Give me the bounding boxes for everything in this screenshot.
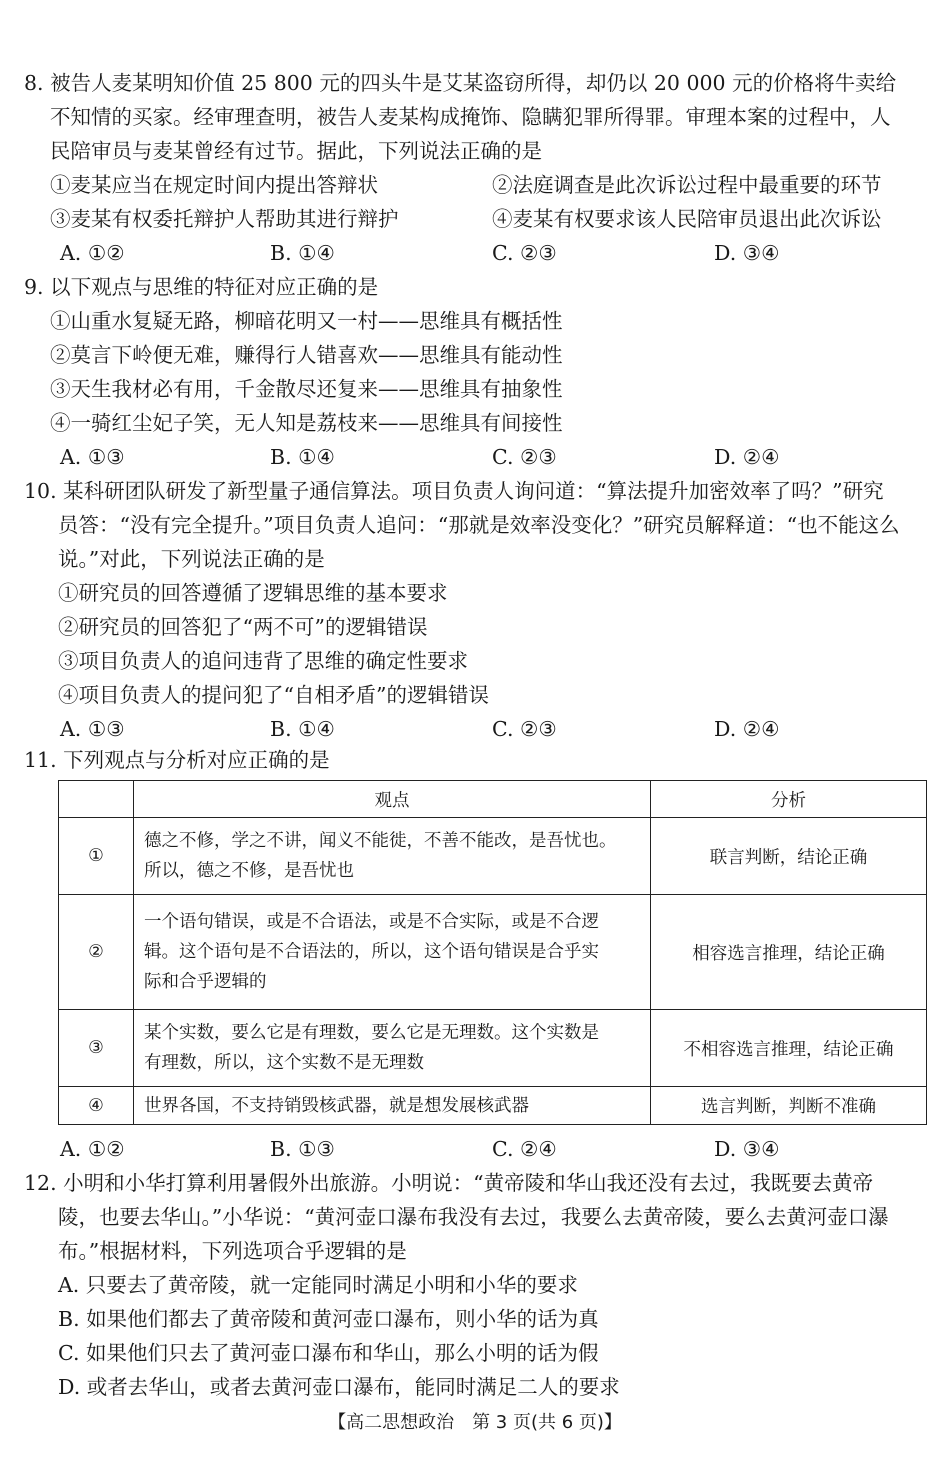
q9-option-c: C. ②③ <box>492 445 557 469</box>
q11-row-view-line: 某个实数，要么它是有理数，要么它是无理数。这个实数是 <box>144 1023 599 1043</box>
q11-row-view-line: 一个语句错误，或是不合语法，或是不合实际，或是不合逻 <box>144 912 599 932</box>
q11-row-view <box>134 1087 651 1125</box>
q11-row-view-line: 德之不修，学之不讲，闻义不能徙，不善不能改，是吾忧也。 <box>144 831 617 851</box>
q9-item-4: ④一骑红尘妃子笑，无人知是荔枝来——思维具有间接性 <box>50 411 563 435</box>
q11-row-view <box>134 818 651 895</box>
q11-row-number: ③ <box>59 1010 134 1087</box>
q11-row-view <box>134 895 651 1010</box>
q10-stem-line-3: 说。”对此，下列说法正确的是 <box>58 547 325 571</box>
q9-item-2: ②莫言下岭便无难，赚得行人错喜欢——思维具有能动性 <box>50 343 563 367</box>
table-row <box>59 818 927 895</box>
q11-header-number <box>59 781 134 818</box>
q9-option-d: D. ②④ <box>714 445 780 469</box>
q10-option-b: B. ①④ <box>270 717 335 741</box>
q11-row-view-line: 所以，德之不修，是吾忧也 <box>144 861 354 881</box>
page-footer: 【高二思想政治 第 3 页(共 6 页)】 <box>328 1412 622 1433</box>
q11-row-number: ① <box>59 818 134 895</box>
q8-item-1: ①麦某应当在规定时间内提出答辩状 <box>50 173 378 197</box>
q11-row-number: ② <box>59 895 134 1010</box>
q8-option-d: D. ③④ <box>714 241 780 265</box>
q9-item-3: ③天生我材必有用，千金散尽还复来——思维具有抽象性 <box>50 377 563 401</box>
q11-option-a: A. ①② <box>60 1137 125 1161</box>
q8-option-c: C. ②③ <box>492 241 557 265</box>
q8-stem-line-1: 8. 被告人麦某明知价值 25 800 元的四头牛是艾某盗窃所得，却仍以 20 000 元的价格将牛卖给 <box>24 71 897 95</box>
q11-option-c: C. ②④ <box>492 1137 557 1161</box>
q11-row-analysis: 相容选言推理，结论正确 <box>651 895 927 1010</box>
q11-header-analysis: 分析 <box>651 781 927 818</box>
q10-stem-line-2: 员答：“没有完全提升。”项目负责人追问：“那就是效率没变化？”研究员解释道：“也不能这么 <box>58 513 900 537</box>
q11-row-analysis: 不相容选言推理，结论正确 <box>651 1010 927 1087</box>
table-row <box>59 1010 927 1087</box>
q12-choice-a: A. 只要去了黄帝陵，就一定能同时满足小明和小华的要求 <box>58 1273 578 1297</box>
q10-item-2: ②研究员的回答犯了“两不可”的逻辑错误 <box>58 615 428 639</box>
q12-stem-line-3: 布。”根据材料，下列选项合乎逻辑的是 <box>58 1239 407 1263</box>
q11-row-view <box>134 1010 651 1087</box>
q12-stem-line-1: 12. 小明和小华打算利用暑假外出旅游。小明说：“黄帝陵和华山我还没有去过，我既要去黄帝 <box>24 1171 874 1195</box>
q9-stem: 9. 以下观点与思维的特征对应正确的是 <box>24 275 379 299</box>
q8-stem-line-3: 民陪审员与麦某曾经有过节。据此，下列说法正确的是 <box>50 139 542 163</box>
q10-item-4: ④项目负责人的提问犯了“自相矛盾”的逻辑错误 <box>58 683 489 707</box>
q10-option-d: D. ②④ <box>714 717 780 741</box>
q10-item-3: ③项目负责人的追问违背了思维的确定性要求 <box>58 649 468 673</box>
q11-row-analysis: 联言判断，结论正确 <box>651 818 927 895</box>
q8-stem-line-2: 不知情的买家。经审理查明，被告人麦某构成掩饰、隐瞒犯罪所得罪。审理本案的过程中，人 <box>50 105 891 129</box>
q8-item-2: ②法庭调查是此次诉讼过程中最重要的环节 <box>492 173 882 197</box>
q9-option-b: B. ①④ <box>270 445 335 469</box>
q11-table <box>58 780 927 1125</box>
q9-option-a: A. ①③ <box>60 445 125 469</box>
q11-row-number: ④ <box>59 1087 134 1125</box>
table-row <box>59 1087 927 1125</box>
q8-item-4: ④麦某有权要求该人民陪审员退出此次诉讼 <box>492 207 882 231</box>
q11-table-header-row <box>59 781 927 818</box>
q11-option-b: B. ①③ <box>270 1137 335 1161</box>
q12-choice-c: C. 如果他们只去了黄河壶口瀑布和华山，那么小明的话为假 <box>58 1341 599 1365</box>
q12-choice-b: B. 如果他们都去了黄帝陵和黄河壶口瀑布，则小华的话为真 <box>58 1307 599 1331</box>
q11-header-view: 观点 <box>134 781 651 818</box>
table-row <box>59 895 927 1010</box>
q11-row-view-line: 辑。这个语句是不合语法的，所以，这个语句错误是合乎实 <box>144 942 599 962</box>
q10-item-1: ①研究员的回答遵循了逻辑思维的基本要求 <box>58 581 448 605</box>
q11-stem: 11. 下列观点与分析对应正确的是 <box>24 748 330 772</box>
q9-item-1: ①山重水复疑无路，柳暗花明又一村——思维具有概括性 <box>50 309 563 333</box>
q11-row-view-line: 有理数，所以，这个实数不是无理数 <box>144 1053 424 1073</box>
q11-option-d: D. ③④ <box>714 1137 780 1161</box>
q12-stem-line-2: 陵，也要去华山。”小华说：“黄河壶口瀑布我没有去过，我要么去黄帝陵，要么去黄河壶口瀑 <box>58 1205 889 1229</box>
q10-option-c: C. ②③ <box>492 717 557 741</box>
q8-option-a: A. ①② <box>60 241 125 265</box>
q12-choice-d: D. 或者去华山，或者去黄河壶口瀑布，能同时满足二人的要求 <box>58 1375 620 1399</box>
q8-option-b: B. ①④ <box>270 241 335 265</box>
q8-item-3: ③麦某有权委托辩护人帮助其进行辩护 <box>50 207 399 231</box>
q10-option-a: A. ①③ <box>60 717 125 741</box>
q11-row-analysis: 选言判断，判断不准确 <box>651 1087 927 1125</box>
q11-row-view-line: 世界各国，不支持销毁核武器，就是想发展核武器 <box>144 1095 529 1116</box>
q10-stem-line-1: 10. 某科研团队研发了新型量子通信算法。项目负责人询问道：“算法提升加密效率了吗？”研究 <box>24 479 884 503</box>
q11-row-view-line: 际和合乎逻辑的 <box>144 972 267 992</box>
